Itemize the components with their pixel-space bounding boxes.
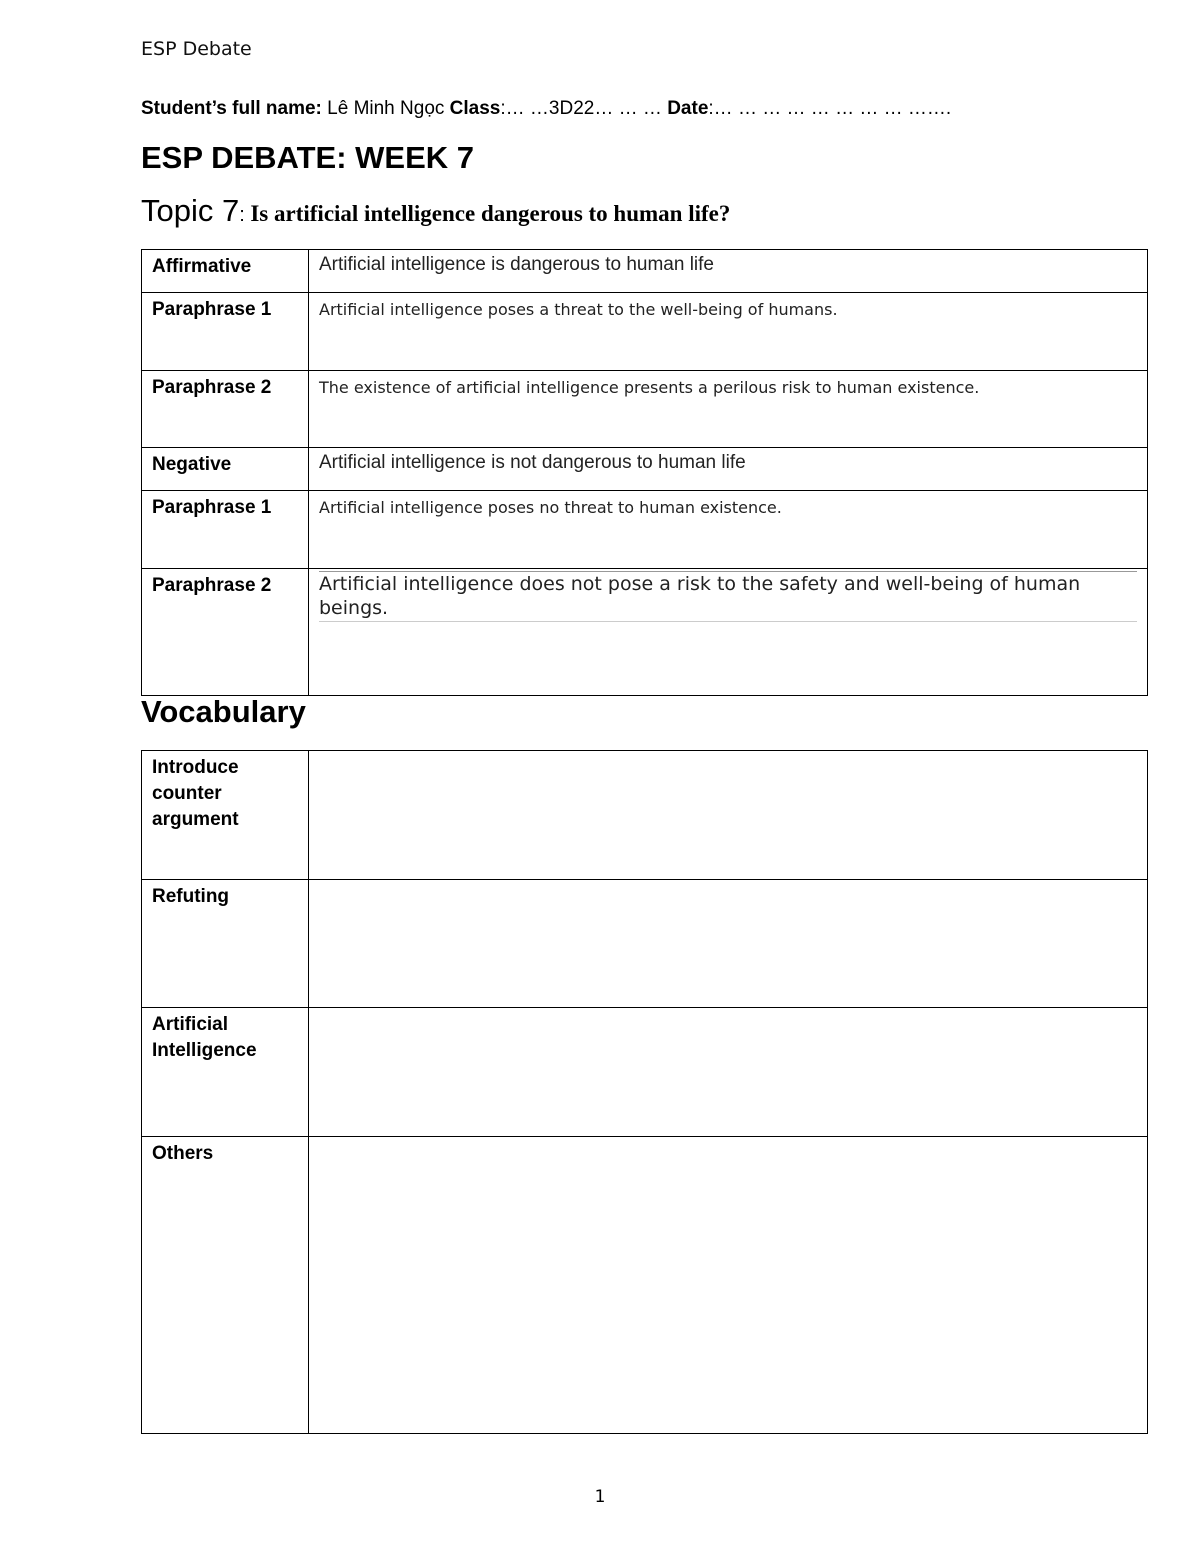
page-header: ESP Debate bbox=[141, 38, 252, 60]
vocab-table bbox=[141, 750, 1148, 1434]
row-label: Affirmative bbox=[142, 250, 309, 293]
row-value[interactable]: The existence of artificial intelligence presents a perilous risk to human existence. bbox=[309, 371, 1148, 448]
page-number: 1 bbox=[594, 1487, 606, 1507]
row-label: Paraphrase 1 bbox=[142, 491, 309, 569]
student-info-line bbox=[141, 98, 951, 120]
table-row bbox=[142, 1137, 1148, 1434]
row-label: Paraphrase 1 bbox=[142, 293, 309, 371]
row-value[interactable]: Artificial intelligence poses a threat to the well-being of humans. bbox=[309, 293, 1148, 371]
row-label: Negative bbox=[142, 448, 309, 491]
row-value[interactable] bbox=[309, 751, 1148, 880]
table-row bbox=[142, 448, 1148, 491]
topic-label: Topic 7 bbox=[141, 193, 240, 228]
table-row bbox=[142, 371, 1148, 448]
table-row bbox=[142, 491, 1148, 569]
row-label: Artificial Intelligence bbox=[142, 1008, 309, 1137]
table-row bbox=[142, 880, 1148, 1008]
row-value[interactable]: Artificial intelligence poses no threat to human existence. bbox=[309, 491, 1148, 569]
row-label: Others bbox=[142, 1137, 309, 1434]
row-value[interactable] bbox=[309, 1008, 1148, 1137]
vocabulary-title: Vocabulary bbox=[141, 694, 306, 729]
date-label: Date bbox=[667, 98, 709, 119]
name-label: Student’s full name: bbox=[141, 98, 322, 119]
row-value[interactable] bbox=[309, 1137, 1148, 1434]
row-value[interactable] bbox=[309, 880, 1148, 1008]
table-row bbox=[142, 751, 1148, 880]
page-title: ESP DEBATE: WEEK 7 bbox=[141, 140, 475, 175]
row-label: Introduce counter argument bbox=[142, 751, 309, 880]
class-label: Class bbox=[449, 98, 501, 119]
row-value[interactable] bbox=[309, 569, 1148, 696]
debate-table bbox=[141, 249, 1148, 696]
table-row bbox=[142, 1008, 1148, 1137]
row-label: Refuting bbox=[142, 880, 309, 1008]
table-row bbox=[142, 569, 1148, 696]
name-value[interactable]: Lê Minh Ngọc bbox=[321, 98, 450, 119]
topic-question: Is artificial intelligence dangerous to human life? bbox=[250, 201, 731, 226]
table-row bbox=[142, 250, 1148, 293]
topic-heading bbox=[141, 193, 730, 229]
class-value[interactable]: :… …3D22… … … bbox=[500, 98, 668, 119]
row-label: Paraphrase 2 bbox=[142, 569, 309, 696]
table-row bbox=[142, 293, 1148, 371]
row-value[interactable]: Artificial intelligence is not dangerous to human life bbox=[309, 448, 1148, 491]
row-value[interactable]: Artificial intelligence is dangerous to human life bbox=[309, 250, 1148, 293]
row-value-text: Artificial intelligence does not pose a risk to the safety and well-being of human beings. bbox=[319, 571, 1137, 622]
topic-colon: : bbox=[239, 204, 251, 226]
row-label: Paraphrase 2 bbox=[142, 371, 309, 448]
date-value[interactable]: :… … … … … … … … ……. bbox=[708, 98, 952, 119]
